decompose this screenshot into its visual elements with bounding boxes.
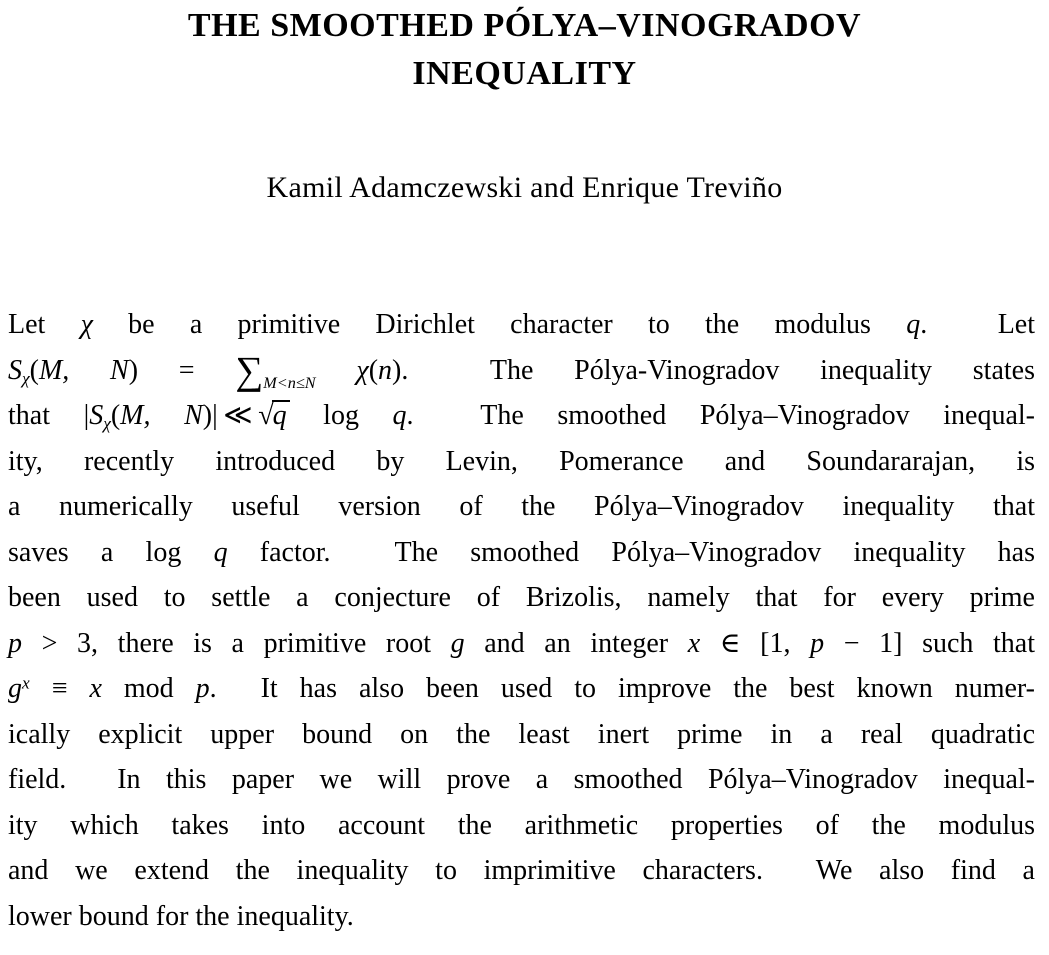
paper-title-line-1: THE SMOOTHED PÓLYA–VINOGRADOV [187, 7, 862, 44]
text-run: q [272, 400, 290, 431]
abstract-line-11 [8, 757, 1035, 803]
text-run: g [450, 627, 465, 659]
text-run: ≡ [29, 673, 90, 704]
text-run: and we extend the inequality to imprimitive characters. We also find a [8, 855, 1035, 886]
text-run: that | [8, 400, 90, 431]
text-run: Let [8, 309, 81, 340]
abstract-line-8 [8, 621, 1035, 667]
abstract-line-9 [8, 666, 1035, 712]
text-run: p [195, 673, 210, 704]
text-run: field. In this paper we will prove a smoothed Pólya–Vinogradov inequal- [8, 764, 1035, 795]
abstract-line-7 [8, 575, 1035, 621]
paper-title [0, 2, 1049, 98]
abstract-line-2 [8, 348, 1035, 394]
text-run: p [810, 627, 825, 659]
text-run: M, N [120, 400, 203, 431]
text-run: S [8, 354, 22, 386]
text-run: M, N [38, 354, 129, 386]
text-run: log [289, 400, 393, 431]
text-run: lower bound for the inequality. [8, 900, 354, 932]
text-run: ( [110, 400, 121, 431]
text-run: − 1] such that [824, 627, 1036, 659]
radical-symbol: √ [258, 400, 274, 431]
text-run: factor. The smoothed Pólya–Vinogradov inequality has [227, 536, 1035, 568]
text-run: S [89, 400, 104, 431]
text-run: x [687, 627, 701, 659]
text-run: x [89, 673, 102, 704]
paper-title-line-2: INEQUALITY [412, 55, 637, 92]
text-run: )| ≪ [202, 400, 259, 431]
abstract-line-14 [8, 894, 1035, 940]
abstract-line-6 [8, 530, 1035, 576]
text-run: ically explicit upper bound on the least inert prime in a real quadratic [8, 718, 1035, 750]
text-run: n [378, 354, 393, 386]
summation-symbol: ∑ [235, 349, 264, 393]
text-run: q [906, 309, 921, 340]
text-run: χ [22, 368, 30, 388]
text-run: mod [101, 673, 196, 704]
text-run: χ [80, 309, 93, 340]
text-run: be a primitive Dirichlet character to the modulus [92, 309, 907, 340]
text-run: ) [392, 354, 402, 386]
text-run: M<n≤N [263, 373, 316, 392]
text-run: ( [29, 354, 39, 386]
text-run: ity, recently introduced by Levin, Pomerance and Soundararajan, is [8, 445, 1035, 477]
text-run: > 3, there is a primitive root [22, 627, 451, 659]
abstract-line-10 [8, 712, 1035, 758]
text-run: . It has also been used to improve the best known numer- [209, 673, 1035, 704]
text-run: a numerically useful version of the Pólya–Vinogradov inequality that [8, 491, 1035, 522]
text-run: q [392, 400, 407, 431]
text-run: . The Pólya-Vinogradov inequality states [401, 354, 1035, 386]
text-run: and an integer [464, 627, 688, 659]
text-run: ( [368, 354, 379, 386]
text-run: q [213, 536, 228, 568]
text-run: . Let [920, 309, 1036, 340]
text-run [316, 355, 357, 386]
text-run: ity which takes into account the arithmetic properties of the modulus [8, 809, 1035, 841]
text-run: been used to settle a conjecture of Brizolis, namely that for every prime [8, 582, 1035, 613]
author-line: Kamil Adamczewski and Enrique Treviño [266, 171, 783, 204]
text-run: . The smoothed Pólya–Vinogradov inequal- [406, 400, 1036, 431]
abstract [8, 302, 1035, 939]
text-run: χ [356, 354, 369, 386]
text-run: ) = [128, 354, 236, 386]
abstract-line-3 [8, 393, 1035, 439]
text-run: ∈ [1, [700, 627, 811, 659]
text-run: χ [103, 413, 111, 433]
text-run: x [22, 673, 30, 693]
abstract-line-13 [8, 848, 1035, 894]
abstract-line-4 [8, 439, 1035, 485]
text-run: p [8, 627, 22, 659]
abstract-line-12 [8, 803, 1035, 849]
text-run: saves a log [8, 536, 214, 568]
text-run: g [8, 673, 22, 704]
abstract-line-5 [8, 484, 1035, 530]
abstract-line-1 [8, 302, 1035, 348]
